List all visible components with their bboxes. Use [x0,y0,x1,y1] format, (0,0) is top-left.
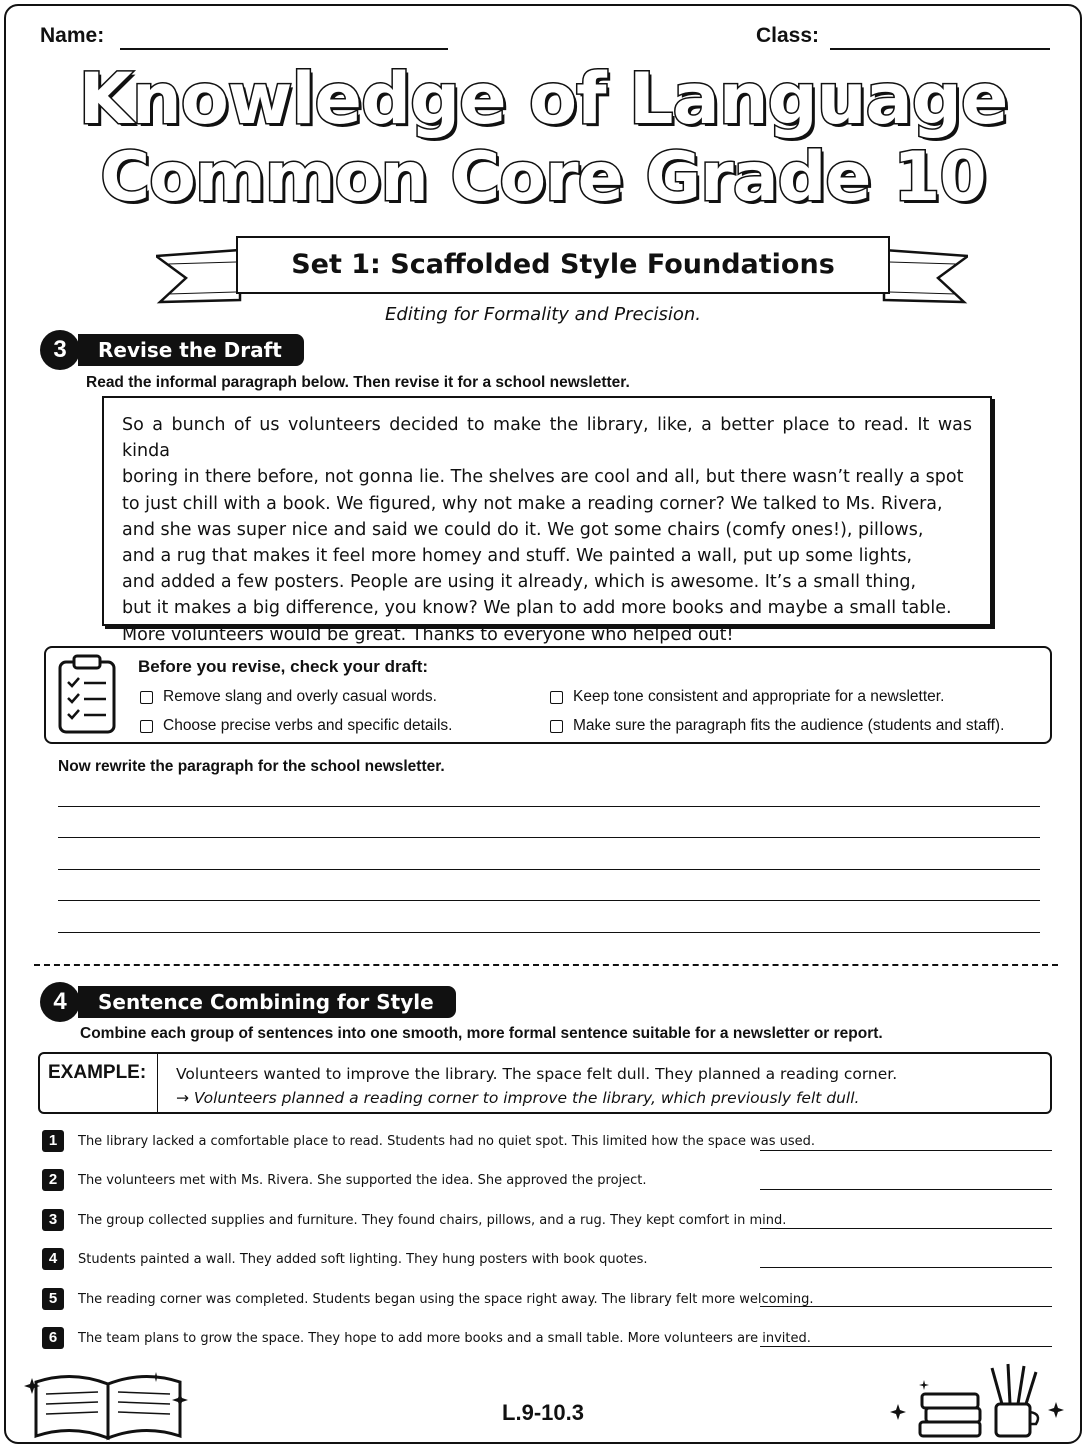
section-4-instruction: Combine each group of sentences into one smooth, more formal sentence suitable for a newsletter or report. [80,1025,883,1042]
draft-line: More volunteers would be great. Thanks to everyone who helped out! [122,624,734,645]
writing-line[interactable] [58,900,1040,901]
draft-paragraph-box [102,396,992,645]
example-combined: → Volunteers planned a reading corner to improve the library, which previously felt dull. [176,1089,860,1107]
standard-code: L.9-10.3 [502,1400,584,1425]
sparkle-icon [890,1404,906,1420]
question-text: Students painted a wall. They added soft lighting. They hung posters with book quotes. [78,1252,648,1267]
answer-line[interactable] [760,1346,1052,1347]
writing-line[interactable] [58,806,1040,807]
draft-line: but it makes a big difference, you know? We plan to add more books and maybe a small table. [122,598,952,619]
writing-line[interactable] [58,837,1040,838]
section-3-title: Revise the Draft [78,334,304,366]
question-text: The team plans to grow the space. They hope to add more books and a small table. More volunteers are invited. [78,1331,811,1346]
draft-line: and she was super nice and said we could do it. We got some chairs (comfy ones!), pillows, [122,519,924,540]
section-3-instruction: Read the informal paragraph below. Then revise it for a school newsletter. [86,374,630,391]
writing-line[interactable] [58,869,1040,870]
draft-line: boring in there before, not gonna lie. The shelves are cool and all, but there wasn’t really a spot [122,467,964,488]
question-number: 6 [42,1327,64,1349]
checklist-item[interactable]: Make sure the paragraph fits the audience (students and staff). [550,717,1004,735]
question-number: 5 [42,1288,64,1310]
question-number: 1 [42,1130,64,1152]
draft-line: and a rug that makes it feel more homey and stuff. We painted a wall, put up some lights, [122,546,913,567]
question-text: The group collected supplies and furniture. They found chairs, pillows, and a rug. They kept comfort in mind. [78,1213,787,1228]
checkbox[interactable] [140,691,153,704]
question-number: 3 [42,1209,64,1231]
intro-text: Editing for Formality and Precision. [385,304,701,325]
answer-line[interactable] [760,1228,1052,1229]
answer-line[interactable] [760,1150,1052,1151]
example-original: Volunteers wanted to improve the library. The space felt dull. They planned a reading corner. [176,1065,898,1083]
section-divider [34,964,1058,966]
set-subtitle: Set 1: Scaffolded Style Foundations [236,236,890,294]
checklist-item[interactable]: Remove slang and overly casual words. [140,688,437,706]
name-label: Name: [40,24,105,47]
draft-line: So a bunch of us volunteers decided to make the library, like, a better place to read. It was kinda [122,415,972,462]
question-text: The reading corner was completed. Students began using the space right away. The library felt more welcoming. [78,1292,814,1307]
section-3-number: 3 [40,330,80,370]
section-4-title: Sentence Combining for Style [78,986,456,1018]
sparkle-icon [919,1380,929,1390]
checklist-item[interactable]: Choose precise verbs and specific details. [140,717,452,735]
draft-line: and added a few posters. People are using it already, which is awesome. It’s a small thing, [122,572,917,593]
question-text: The library lacked a comfortable place to read. Students had no quiet spot. This limited how the space was used. [78,1134,816,1149]
checklist-box [44,646,1052,744]
answer-line[interactable] [760,1267,1052,1268]
example-box [38,1052,1052,1114]
question-number: 4 [42,1248,64,1270]
example-label: EXAMPLE: [40,1054,158,1112]
clipboard-icon [56,654,118,736]
checkbox[interactable] [550,691,563,704]
title-line-1: Knowledge of Language [78,58,1008,140]
answer-line[interactable] [760,1189,1052,1190]
example-text [176,1062,897,1110]
question-number: 2 [42,1169,64,1191]
pencil-cup-icon [996,1404,1030,1436]
class-field[interactable] [830,48,1050,50]
draft-line: to just chill with a book. We figured, why not make a reading corner? We talked to Ms. Rivera, [122,493,943,514]
rewrite-prompt: Now rewrite the paragraph for the school newsletter. [58,758,445,775]
checklist-title: Before you revise, check your draft: [138,657,429,676]
answer-line[interactable] [760,1306,1052,1307]
checkbox[interactable] [140,720,153,733]
title-line-2: Common Core Grade 10 [100,138,986,217]
section-4-number: 4 [40,982,80,1022]
checkbox[interactable] [550,720,563,733]
question-text: The volunteers met with Ms. Rivera. She supported the idea. She approved the project. [78,1173,647,1188]
sparkle-icon [1048,1402,1064,1418]
writing-line[interactable] [58,932,1040,933]
worksheet-page [4,4,1082,1444]
book-stack-icon [886,1358,1066,1442]
class-label: Class: [756,24,820,47]
checklist-item[interactable]: Keep tone consistent and appropriate for a newsletter. [550,688,944,706]
name-field[interactable] [120,48,448,50]
